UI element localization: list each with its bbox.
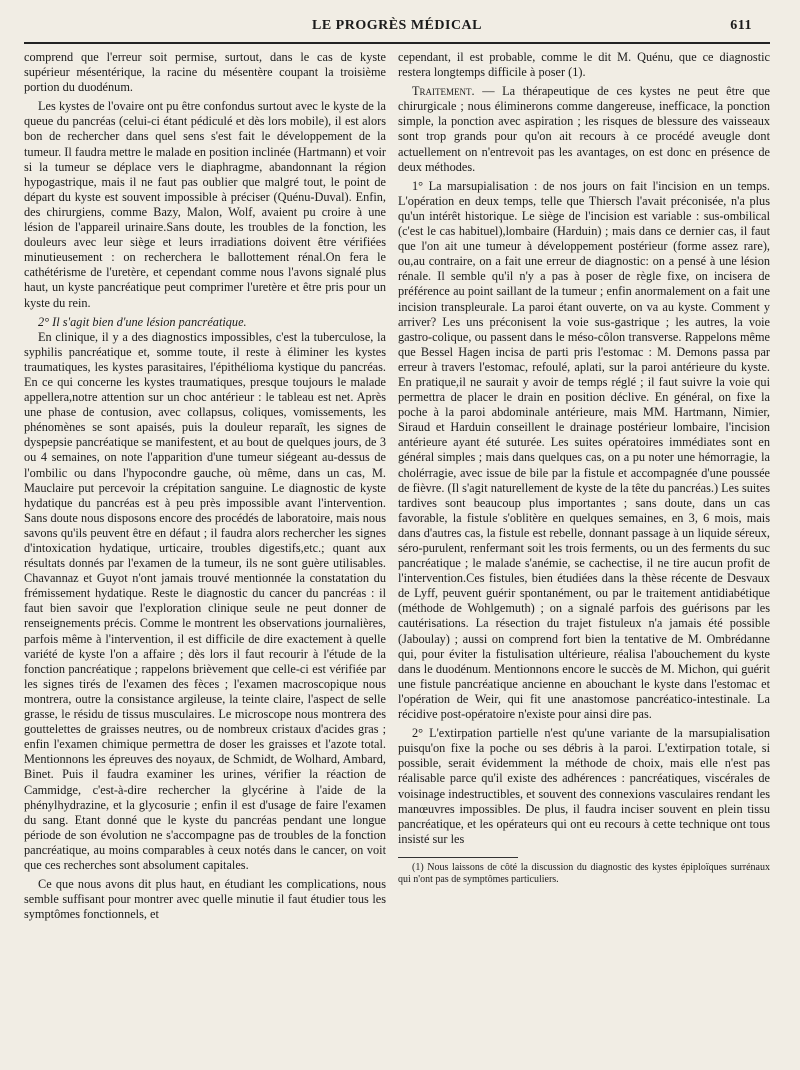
two-column-body	[24, 50, 770, 926]
paragraph: Les kystes de l'ovaire ont pu être confondus surtout avec le kyste de la queue du pancréas (celui-ci étant pédiculé et dès lors mobile), il est alors bon de rechercher dans quel sens s'est fait le développement de la tumeur. Il faudra mettre le malade en position inclinée (Hartmann) et voir si la tumeur se déplace vers le diaphragme, abandonnant la région hypogastrique, mais il ne faut pas oublier que malgré tout, le point de départ du kyste est souvent impossible à préciser (Quénu-Duval). Enfin, des chirurgiens, comme Bazy, Malon, Wolf, avaient pu croire à une lésion de l'appareil urinaire.Sans doute, les troubles de la fonction, les douleurs avec leur siège et leurs irradiations doivent être vérifiées minutieusement : on recherchera le ballottement rénal.On fera le cathétérisme de l'uretère, et cependant comme nous l'avons signalé plus haut, un kyste pancréatique peut comprimer l'uretère et être pris pour un kyste du rein.	[24, 99, 386, 310]
paragraph: Ce que nous avons dit plus haut, en étudiant les complications, nous semble suffisant pour montrer avec quelle minutie il faut étudier tous les symptômes fonctionnels, et	[24, 877, 386, 922]
paragraph: cependant, il est probable, comme le dit M. Quénu, que ce diagnostic restera longtemps difficile à poser (1).	[398, 50, 770, 80]
left-column	[24, 50, 386, 926]
paragraph	[398, 84, 770, 175]
paragraph: comprend que l'erreur soit permise, surtout, dans le cas de kyste supérieur mésentérique, la racine du mésentère coupant la troisième portion du duodénum.	[24, 50, 386, 95]
section-label: Traitement.	[412, 84, 475, 99]
paragraph-text: — La thérapeutique de ces kystes ne peut être que chirurgicale ; nous éliminerons comme dangereuse, inefficace, la ponction simple, la ponction avec aspiration ; les risques de blessure des vaisseaux sont trop grands pour qu'on ait recours à ce procédé aveugle dont actuellement on n'entrevoit pas les avantages, on est donc en présence de deux méthodes.	[398, 84, 770, 174]
header-rule	[24, 42, 770, 44]
running-header	[24, 18, 770, 38]
section-heading: 2° Il s'agit bien d'une lésion pancréatique.	[38, 314, 247, 329]
paragraph: 1° La marsupialisation : de nos jours on fait l'incision en un temps. L'opération en deux temps, telle que Thiersch l'avait préconisée, n'a plus qu'un intérêt historique. Le siège de l'incision est variable : sus-ombilical (c'est le cas habituel),lombaire (Harduin) ; mais dans ce dernier cas, il faut que l'on ait une tumeur à développement postérieur (forme assez rare), ou,au contraire, on a fait une erreur de diagnostic: on a pensé à une lésion rénale. Il semble qu'il n'y a pas à poser de règle fixe, on incisera de préférence au point saillant de la tumeur ; enfin anormalement on a fait une incision transpleurale. La paroi étant ouverte, on va au kyste. Comment y arriver? Les uns préconisent la voie sus-gastrique ; les autres, la voie gastro-colique, ou passent dans le méso-côlon transverse. Rappelons même que Bessel Hagen incisa de parti pris l'estomac : M. Demons passa par erreur à travers l'estomac, refoulé, aplati, sur la paroi antérieure du kyste. En pratique,il ne saurait y avoir de temps réglé ; il faut suivre la voie qui permettra de placer le drain en position déclive. En général, on fixe la poche à la paroi abdominale antérieure, mais MM. Hartmann, Nimier, Siraud et Harduin conseillent le drainage postérieur lombaire, l'incision antérieure ayant été suturée. Les suites opératoires immédiates sont en général simples ; mais dans quelques cas, on a pu noter une hémorragie, la cholérragie, avec issue de bile par la fistule et accompagnée d'une poussée de fièvre. (Il s'agit naturellement de kyste de la tête du pancréas.) Les suites tardives sont beaucoup plus importantes ; sans doute, dans un cas favorable, la fistule s'oblitère en quelques semaines, en 3, 6 mois, mais dans d'autres cas, la fistule est rebelle, donnant passage à un liquide séreux, séro-purulent, renfermant soit les trois ferments, ou un des ferments du suc pancréatique ; le malade s'anémie, se cachectise, il ne tire aucun profit de l'intervention.Ces fistules, bien étudiées dans la thèse récente de Desvaux de Lyff, peuvent guérir spontanément, ou par le traitement antidiabétique (méthode de Wohlgemuth) ; on a signalé parfois des guérisons par les cautérisations. La résection du trajet fistuleux n'a jamais été possible (Jaboulay) ; aussi on comprend fort bien la tentative de M. Ombrédanne qui, pour éviter la fistulisation ultérieure, réalisa l'abouchement du kyste dans le duodénum. Mentionnons encore le succès de M. Michon, qui guérit une fistule pancréatique ancienne en abouchant le kyste dans l'estomac et l'opération de Weir, qui fit une anastomose pancréatico-intestinale. La récidive post-opératoire n'existe pour ainsi dire pas.	[398, 178, 770, 722]
paragraph: En clinique, il y a des diagnostics impossibles, c'est la tuberculose, la syphilis pancréatique et, somme toute, il reste à éliminer les kystes traumatiques, les kystes parasitaires, l'épithélioma kystique du pancréas. En ce qui concerne les kystes traumatiques, presque toujours le malade appellera,notre attention sur un choc antérieur : le tableau est net. Après une phase de contusion, avec collapsus, coliques, vomissements, les phénomènes se sont apaisés, puis la douleur reparaît, les signes de dyspepsie pancréatique se manifestent, et au bout de quelques jours, de 3 ou 4 semaines, on note l'apparition d'une tumeur siégeant au-dessus de l'ombilic ou dans l'hypocondre gauche, où même, dans un cas, M. Mauclaire put percevoir la crépitation sanguine. Le diagnostic de kyste hydatique du pancréas est à peu près impossible avant l'intervention. Sans doute nous disposons encore des procédés de laboratoire, mais nous savons qu'ils peuvent être en défaut ; il faudra alors rechercher les signes d'intoxication hydatique, urticaire, troubles digestifs,etc.; quant aux résultats donnés par l'examen de la tumeur, ils ne sont guère utilisables. Chavannaz et Guyot n'ont jamais trouvé mentionnée la constatation du frémissement hydatique. Reste le diagnostic du cancer du pancréas : il faut bien savoir que l'exploration clinique seule ne peut donner de renseignements précis. Comme le montrent les observations journalières, parfois même à l'intervention, il est difficile de dire exactement à quelle variété de kyste l'on a affaire ; dès lors il faut recourir à l'étude de la fonction pancréatique ; rappelons brièvement que celle-ci est vérifiée par les signes tirés de l'examen des fèces ; l'examen macroscopique nous montrera, outre la consistance argileuse, la teinte claire, l'aspect de selle grasse, le résidu de tissus musculaires. Le microscope nous montrera des gouttelettes de graisses neutres, ou de nombreux cristaux d'acides gras ; enfin l'examen chimique permettra de doser les graisses et l'azote total. Mentionnons les épreuves des noyaux, de Schmidt, de Wolhard, Ambard, Binet. Puis il faudra examiner les urines, vérifier la réaction de Cammidge, c'est-à-dire rechercher la glycérine à l'aide de la phénylhydrazine, et la glycosurie ; enfin il est d'usage de faire l'examen du sang. Etant donné que le kyste du pancréas pendant une longue période de son évolution ne s'accompagne pas de troubles de la fonction pancréatique, au moins comparables à ceux notés dans le cancer, on voit que ces recherches sont absolument capitales.	[24, 329, 386, 872]
footnote: (1) Nous laissons de côté la discussion du diagnostic des kystes épiploïques surrénaux qui n'ont pas de symptômes particuliers.	[398, 861, 770, 885]
paragraph: 2° L'extirpation partielle n'est qu'une variante de la marsupialisation puisqu'on fixe la poche ou ses débris à la paroi. L'extirpation totale, si possible, serait évidemment la méthode de choix, mais elle n'est pas réalisable parce qu'il existe des adhérences : pancréatiques, viscérales de voisinage indestructibles, et souvent des connexions vasculaires rendant les manœuvres impossibles. De plus, il faudra inciser souvent en plein tissu pancréatique, et les opérateurs qui ont eu recours à cette technique ont tous insisté sur les	[398, 726, 770, 846]
right-column	[398, 50, 770, 926]
page-number: 611	[730, 18, 752, 33]
footnote-rule	[398, 857, 518, 858]
journal-title: LE PROGRÈS MÉDICAL	[311, 18, 483, 33]
